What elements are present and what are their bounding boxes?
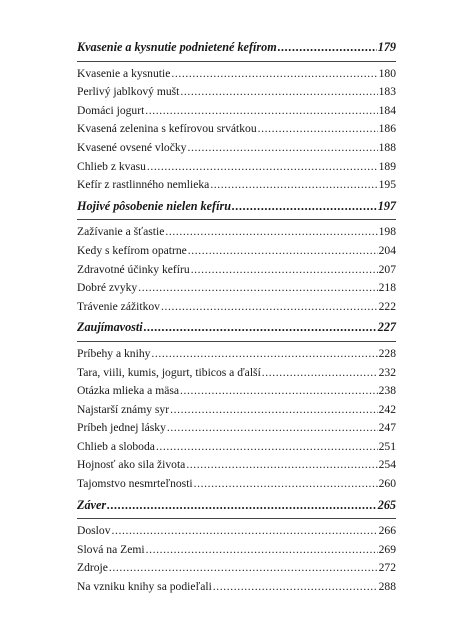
dot-leader xyxy=(165,223,377,242)
dot-leader xyxy=(180,382,378,401)
toc-entry-title: Kvasená zelenina s kefírovou srvátkou xyxy=(77,122,257,136)
toc-chapter-page: 227 xyxy=(377,320,396,335)
toc-entry-title: Tara, viili, kumis, jogurt, tibicos a ďalší xyxy=(77,365,261,379)
toc-entry[interactable] xyxy=(77,345,396,364)
toc-entry-page: 269 xyxy=(378,542,396,556)
toc-entry-page: 247 xyxy=(378,421,396,435)
toc-entry-title: Trávenie zážitkov xyxy=(77,299,160,313)
toc-entry-page: 183 xyxy=(378,85,396,99)
dot-leader xyxy=(194,475,378,494)
toc-entry-page: 184 xyxy=(378,103,396,117)
toc-entry-title: Kefír z rastlinného nemlieka xyxy=(77,178,210,192)
toc-chapter-page: 265 xyxy=(377,497,396,512)
toc-entry[interactable] xyxy=(77,102,396,121)
toc-chapter-page: 179 xyxy=(377,40,396,54)
toc-entry-page: 228 xyxy=(378,346,396,360)
toc-entry[interactable] xyxy=(77,382,396,401)
dot-leader xyxy=(107,496,377,515)
toc-entry-page: 238 xyxy=(378,384,396,398)
toc-entry-page: 288 xyxy=(378,580,396,594)
dot-leader xyxy=(258,120,378,139)
dot-leader xyxy=(109,559,378,578)
toc-chapter-page: 197 xyxy=(377,198,396,213)
dot-leader xyxy=(210,176,377,195)
toc-entry[interactable] xyxy=(77,176,396,195)
dot-leader xyxy=(278,38,377,57)
toc-entry[interactable] xyxy=(77,298,396,317)
toc-entry[interactable] xyxy=(77,223,396,242)
toc-entry-page: 188 xyxy=(378,140,396,154)
toc-entry-page: 272 xyxy=(378,561,396,575)
dot-leader xyxy=(232,197,377,216)
toc-entry-title: Chlieb z kvasu xyxy=(77,159,146,173)
dot-leader xyxy=(186,456,377,475)
toc-entry-title: Slová na Zemi xyxy=(77,542,145,556)
toc-entry-title: Doslov xyxy=(77,524,111,538)
dot-leader xyxy=(146,541,378,560)
toc-entry-title: Kvasenie a kysnutie xyxy=(77,66,171,80)
chapter-divider xyxy=(77,518,396,519)
toc-entry-title: Najstarší známy syr xyxy=(77,402,170,416)
toc-entry-title: Domáci jogurt xyxy=(77,103,145,117)
toc-entry[interactable] xyxy=(77,83,396,102)
dot-leader xyxy=(191,261,378,280)
toc-entry[interactable] xyxy=(77,364,396,383)
toc-entry-page: 232 xyxy=(378,365,396,379)
chapter-divider xyxy=(77,341,396,342)
toc-entry[interactable] xyxy=(77,279,396,298)
toc-entry[interactable] xyxy=(77,120,396,139)
dot-leader xyxy=(188,242,378,261)
dot-leader xyxy=(145,102,377,121)
toc-entry[interactable] xyxy=(77,475,396,494)
dot-leader xyxy=(262,364,378,383)
toc-entry-page: 242 xyxy=(378,402,396,416)
dot-leader xyxy=(187,139,377,158)
toc-entry-title: Kedy s kefírom opatrne xyxy=(77,243,187,257)
toc-entry[interactable] xyxy=(77,401,396,420)
dot-leader xyxy=(112,522,378,541)
toc-entry-page: 195 xyxy=(378,178,396,192)
toc-entry[interactable] xyxy=(77,578,396,597)
dot-leader xyxy=(144,318,377,337)
toc-chapter-entry[interactable] xyxy=(77,38,396,57)
toc-entry[interactable] xyxy=(77,242,396,261)
toc-entry-page: 218 xyxy=(378,281,396,295)
chapter-divider xyxy=(77,61,396,62)
toc-entry-title: Hojnosť ako sila života xyxy=(77,458,186,472)
dot-leader xyxy=(171,65,377,84)
toc-chapter-title: Zaujímavosti xyxy=(77,320,143,335)
toc-entry-title: Tajomstvo nesmrteľnosti xyxy=(77,477,193,491)
toc-chapter-title: Záver xyxy=(77,497,107,512)
toc-entry-title: Príbehy a knihy xyxy=(77,346,151,360)
toc-entry-page: 266 xyxy=(378,524,396,538)
toc-entry-page: 180 xyxy=(378,66,396,80)
toc-chapter-entry[interactable] xyxy=(77,496,396,515)
toc-entry-page: 186 xyxy=(378,122,396,136)
toc-chapter-entry[interactable] xyxy=(77,318,396,337)
toc-entry-title: Kvasené ovsené vločky xyxy=(77,140,187,154)
toc-entry-title: Otázka mlieka a mäsa xyxy=(77,384,180,398)
toc-entry[interactable] xyxy=(77,158,396,177)
toc-entry-title: Zdravotné účinky kefíru xyxy=(77,262,190,276)
toc-entry-title: Perlivý jablkový mušt xyxy=(77,85,180,99)
dot-leader xyxy=(156,438,378,457)
toc-entry[interactable] xyxy=(77,261,396,280)
toc-entry[interactable] xyxy=(77,139,396,158)
toc-entry-page: 251 xyxy=(378,439,396,453)
dot-leader xyxy=(151,345,377,364)
toc-entry-page: 260 xyxy=(378,477,396,491)
toc-entry-page: 189 xyxy=(378,159,396,173)
toc-entry[interactable] xyxy=(77,541,396,560)
dot-leader xyxy=(138,279,377,298)
toc-entry-page: 204 xyxy=(378,243,396,257)
toc-entry[interactable] xyxy=(77,559,396,578)
table-of-contents xyxy=(77,38,396,597)
chapter-divider xyxy=(77,219,396,220)
dot-leader xyxy=(167,419,378,438)
toc-entry-title: Dobré zvyky xyxy=(77,281,138,295)
toc-entry[interactable] xyxy=(77,456,396,475)
toc-entry-page: 207 xyxy=(378,262,396,276)
toc-entry-title: Príbeh jednej lásky xyxy=(77,421,166,435)
dot-leader xyxy=(213,578,378,597)
toc-entry-page: 222 xyxy=(378,299,396,313)
toc-entry-title: Zdroje xyxy=(77,561,108,575)
toc-entry[interactable] xyxy=(77,65,396,84)
toc-entry-page: 198 xyxy=(378,225,396,239)
toc-entry[interactable] xyxy=(77,522,396,541)
toc-entry-title: Zažívanie a šťastie xyxy=(77,225,165,239)
toc-entry-title: Na vzniku knihy sa podieľali xyxy=(77,580,212,594)
dot-leader xyxy=(180,83,377,102)
toc-entry-title: Chlieb a sloboda xyxy=(77,439,155,453)
toc-chapter-entry[interactable] xyxy=(77,197,396,216)
toc-entry-page: 254 xyxy=(378,458,396,472)
dot-leader xyxy=(161,298,378,317)
toc-entry[interactable] xyxy=(77,438,396,457)
dot-leader xyxy=(147,158,378,177)
dot-leader xyxy=(170,401,378,420)
toc-entry[interactable] xyxy=(77,419,396,438)
toc-chapter-title: Hojivé pôsobenie nielen kefíru xyxy=(77,198,232,213)
toc-chapter-title: Kvasenie a kysnutie podnietené kefírom xyxy=(77,40,277,54)
